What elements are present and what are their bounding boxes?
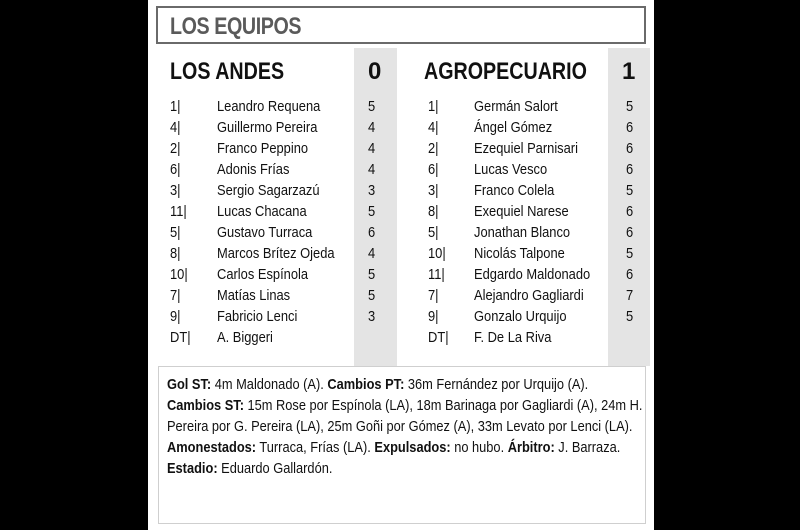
player-row [158, 160, 393, 181]
goal-label: Gol ST: [167, 376, 212, 393]
player-rating: 6 [626, 119, 634, 136]
goal-text: 4m Maldonado (A). [211, 376, 328, 393]
player-name: Fabricio Lenci [217, 308, 298, 325]
second-half-subs-text: 15m Rose por Espínola (LA), 18m Barinaga por Gagliardi (A), 24m H. Pereira por G. Pereira (LA), 25m Goñi por Gómez (A), 33m Levato por Lenci (LA). [167, 397, 643, 435]
player-rating: 6 [626, 203, 634, 220]
player-number: 5| [170, 224, 181, 241]
player-rating: 3 [368, 182, 376, 199]
home-team-block [158, 48, 393, 366]
player-name: Sergio Sagarzazú [217, 182, 320, 199]
match-summary-text [167, 374, 646, 479]
player-rating: 6 [626, 224, 634, 241]
sendoffs-label: Expulsados: [374, 439, 451, 456]
player-name: Germán Salort [474, 98, 558, 115]
player-row [410, 244, 648, 265]
player-name: Ezequiel Parnisari [474, 140, 578, 157]
player-name: Gustavo Turraca [217, 224, 313, 241]
player-name: Adonis Frías [217, 161, 290, 178]
stadium-label: Estadio: [167, 460, 218, 477]
player-row [410, 139, 648, 160]
player-name: Nicolás Talpone [474, 245, 565, 262]
lineups-panel [148, 0, 654, 530]
player-row [158, 223, 393, 244]
player-row [158, 181, 393, 202]
player-rating: 7 [626, 287, 634, 304]
coach-label: DT| [428, 329, 449, 346]
player-rating: 4 [368, 245, 376, 262]
player-row [410, 223, 648, 244]
player-number: 11| [170, 203, 187, 220]
player-row [158, 244, 393, 265]
player-rating: 6 [626, 266, 634, 283]
player-row [410, 181, 648, 202]
match-summary-box [158, 366, 646, 524]
sendoffs-text: no hubo. [450, 439, 508, 456]
away-team-score: 1 [622, 58, 636, 85]
player-rating: 5 [626, 308, 634, 325]
player-name: Guillermo Pereira [217, 119, 318, 136]
home-team-score: 0 [368, 58, 382, 85]
player-number: 9| [428, 308, 439, 325]
first-half-subs-label: Cambios PT: [327, 376, 405, 393]
player-number: 5| [428, 224, 439, 241]
coach-name: F. De La Riva [474, 329, 552, 346]
player-number: 6| [428, 161, 439, 178]
player-number: 2| [428, 140, 439, 157]
player-row [410, 202, 648, 223]
player-row [158, 139, 393, 160]
player-number: 7| [428, 287, 439, 304]
player-rating: 6 [626, 161, 634, 178]
player-name: Marcos Brítez Ojeda [217, 245, 335, 262]
player-rating: 5 [626, 182, 634, 199]
coach-row [158, 328, 393, 349]
player-name: Lucas Vesco [474, 161, 548, 178]
player-rating: 5 [368, 287, 376, 304]
player-number: 2| [170, 140, 181, 157]
player-name: Edgardo Maldonado [474, 266, 591, 283]
player-number: 3| [170, 182, 181, 199]
player-number: 4| [170, 119, 181, 136]
player-row [158, 286, 393, 307]
player-rating: 5 [368, 98, 376, 115]
player-rating: 4 [368, 140, 376, 157]
player-rating: 6 [626, 140, 634, 157]
player-number: 7| [170, 287, 181, 304]
bookings-text: Turraca, Frías (LA). [256, 439, 375, 456]
home-team-name: LOS ANDES [170, 58, 285, 85]
stadium-text: Eduardo Gallardón. [217, 460, 333, 477]
player-number: 1| [428, 98, 439, 115]
player-rating: 5 [368, 266, 376, 283]
player-rating: 3 [368, 308, 376, 325]
away-team-block [410, 48, 648, 366]
player-name: Leandro Requena [217, 98, 321, 115]
player-rating: 4 [368, 161, 376, 178]
player-number: 11| [428, 266, 445, 283]
away-player-list [410, 97, 648, 349]
player-name: Franco Peppino [217, 140, 309, 157]
player-row [410, 118, 648, 139]
coach-row [410, 328, 648, 349]
coach-name: A. Biggeri [217, 329, 273, 346]
player-number: 10| [428, 245, 446, 262]
player-number: 9| [170, 308, 181, 325]
player-row [410, 265, 648, 286]
player-number: 10| [170, 266, 188, 283]
player-number: 4| [428, 119, 439, 136]
section-title: LOS EQUIPOS [170, 13, 302, 40]
referee-label: Árbitro: [507, 439, 555, 456]
player-number: 8| [428, 203, 439, 220]
second-half-subs-label: Cambios ST: [167, 397, 244, 414]
player-row [410, 97, 648, 118]
player-rating: 4 [368, 119, 376, 136]
bookings-label: Amonestados: [167, 439, 257, 456]
player-name: Alejandro Gagliardi [474, 287, 584, 304]
player-rating: 5 [626, 245, 634, 262]
player-name: Exequiel Narese [474, 203, 569, 220]
player-number: 1| [170, 98, 181, 115]
home-player-list [158, 97, 393, 349]
away-team-name: AGROPECUARIO [424, 58, 587, 85]
player-number: 6| [170, 161, 181, 178]
referee-text: J. Barraza. [554, 439, 621, 456]
player-name: Ángel Gómez [474, 119, 553, 136]
player-row [158, 118, 393, 139]
section-header [156, 6, 646, 44]
coach-label: DT| [170, 329, 191, 346]
player-name: Franco Colela [474, 182, 555, 199]
player-row [158, 307, 393, 328]
player-name: Gonzalo Urquijo [474, 308, 567, 325]
player-row [158, 265, 393, 286]
player-row [158, 202, 393, 223]
player-row [410, 160, 648, 181]
player-row [410, 286, 648, 307]
player-name: Lucas Chacana [217, 203, 307, 220]
player-rating: 5 [626, 98, 634, 115]
player-row [158, 97, 393, 118]
player-name: Matías Linas [217, 287, 291, 304]
player-rating: 5 [368, 203, 376, 220]
player-rating: 6 [368, 224, 376, 241]
player-number: 8| [170, 245, 181, 262]
player-name: Jonathan Blanco [474, 224, 571, 241]
player-row [410, 307, 648, 328]
player-number: 3| [428, 182, 439, 199]
first-half-subs-text: 36m Fernández por Urquijo (A). [404, 376, 589, 393]
player-name: Carlos Espínola [217, 266, 309, 283]
